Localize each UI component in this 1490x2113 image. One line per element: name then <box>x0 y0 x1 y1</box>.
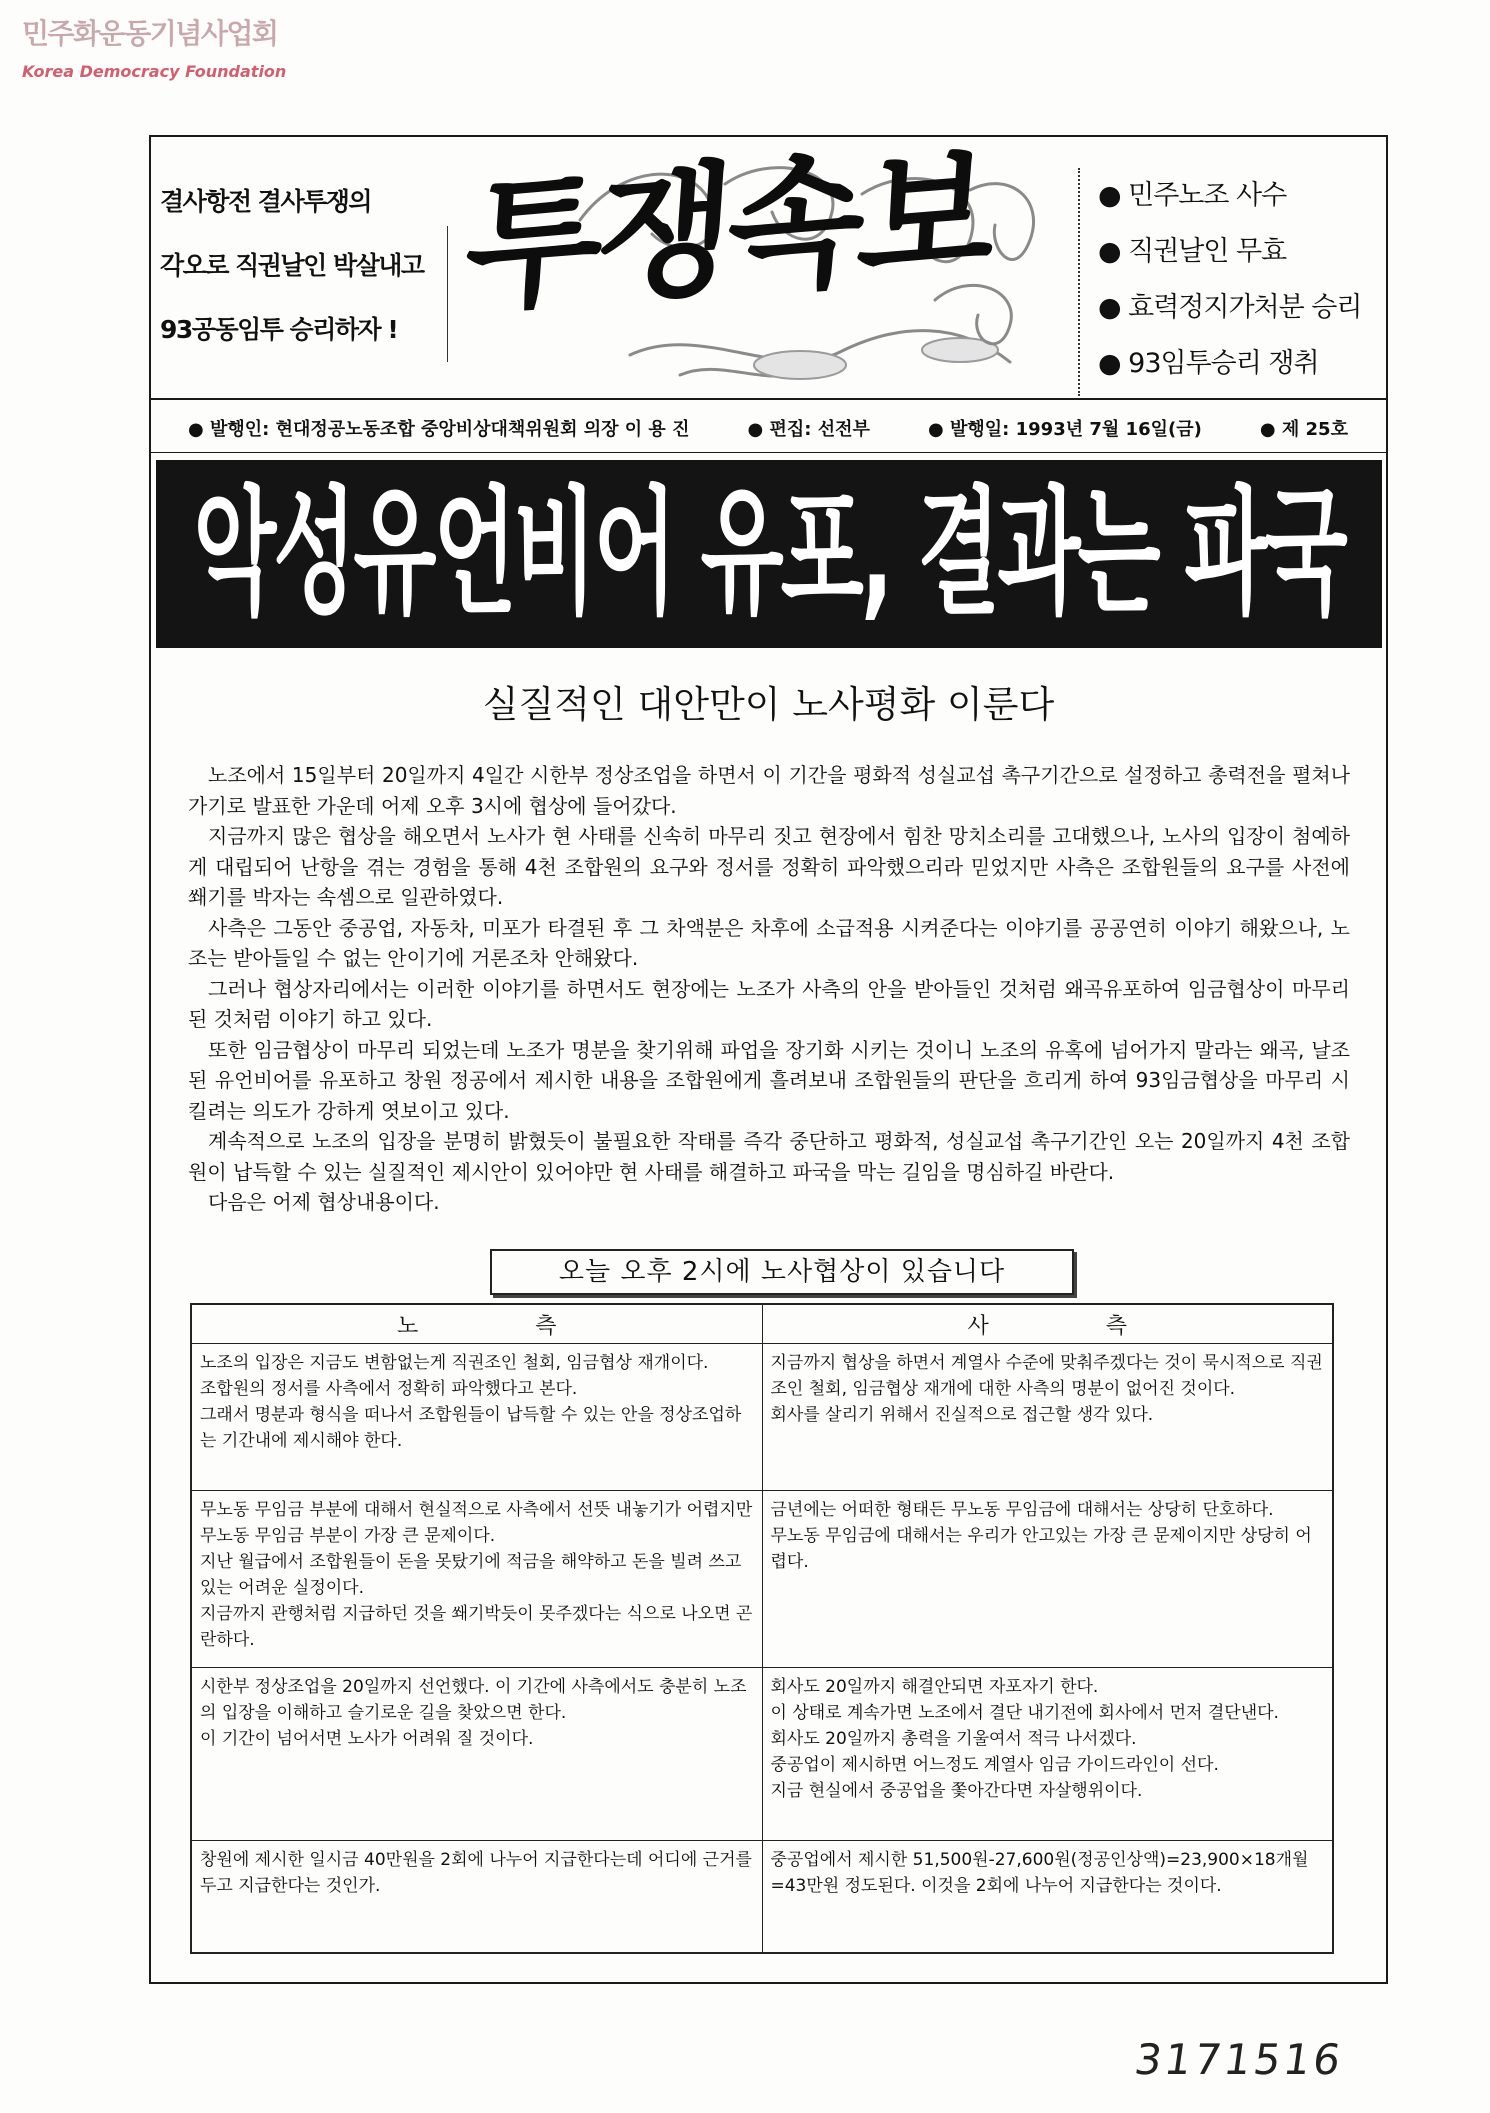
masthead-bullet: ● 민주노조 사수 <box>1098 180 1287 211</box>
cell-line: 무노동 무임금 부분에 대해서 현실적으로 사측에서 선뜻 내놓기가 어렵지만 무노동 무임금 부분이 가장 큰 문제이다. <box>200 1500 753 1546</box>
cell-line: 중공업이 제시하면 어느정도 계열사 임금 가이드라인이 선다. <box>770 1755 1219 1775</box>
cell-line: 시한부 정상조업을 20일까지 선언했다. 이 기간에 사측에서도 충분히 노조의 입장을 이해하고 슬기로운 길을 찾았으면 한다. <box>200 1677 747 1723</box>
cell-line: 지금까지 관행처럼 지급하던 것을 쐐기박듯이 못주겠다는 식으로 나오면 곤란하다. <box>200 1604 753 1650</box>
article-paragraph: 노조에서 15일부터 20일까지 4일간 시한부 정상조업을 하면서 이 기간을 평화적 성실교섭 촉구기간으로 설정하고 총력전을 펼쳐나가기로 발표한 가운데 어제 오후 3시에 협상에 들어갔다. <box>188 763 1350 818</box>
masthead-bullet-list <box>1098 168 1361 392</box>
masthead-bullet: ● 효력정지가처분 승리 <box>1098 292 1362 323</box>
newsletter-title: 투쟁속보 <box>460 128 996 332</box>
imprint-issue: ● 제 25호 <box>1259 419 1348 440</box>
cell-line: 회사를 살리기 위해서 진실적으로 접근할 생각 있다. <box>770 1405 1154 1425</box>
cell-line: 창원에 제시한 일시금 40만원을 2회에 나누어 지급한다는데 어디에 근거를 두고 지급한다는 것인가. <box>200 1850 752 1896</box>
table-row <box>191 1841 1333 1954</box>
watermark-korean: 민주화운동기념사업회 <box>22 17 278 50</box>
article-paragraph: 다음은 어제 협상내용이다. <box>208 1190 440 1214</box>
cell-line: 지금 현실에서 중공업을 쫓아간다면 자살행위이다. <box>770 1781 1143 1801</box>
table-row <box>191 1668 1333 1841</box>
slogan-line: 결사항전 결사투쟁의 <box>160 187 372 216</box>
column-header-company: 사 측 <box>762 1304 1333 1344</box>
cell-line: 무노동 무임금에 대해서는 우리가 안고있는 가장 큰 문제이지만 상당히 어렵다. <box>770 1526 1312 1572</box>
cell-line: 노조의 입장은 지금도 변함없는게 직권조인 철회, 임금협상 재개이다. <box>200 1353 709 1373</box>
cell-line: 지금까지 협상을 하면서 계열사 수준에 맞춰주겠다는 것이 묵시적으로 직권조인 철회, 임금협상 재개에 대한 사측의 명분이 없어진 것이다. <box>770 1353 1323 1399</box>
company-cell <box>762 1668 1333 1841</box>
union-cell <box>191 1841 762 1954</box>
imprint-date: ● 발행일: 1993년 7월 16일(금) <box>928 419 1202 440</box>
cell-line: 회사도 20일까지 총력을 기울여서 적극 나서겠다. <box>770 1729 1137 1749</box>
article-paragraph: 그러나 협상자리에서는 이러한 이야기를 하면서도 현장에는 노조가 사측의 안을 받아들인 것처럼 왜곡유포하여 임금협상이 마무리 된 것처럼 이야기 하고 있다. <box>188 976 1350 1031</box>
union-cell <box>191 1491 762 1668</box>
masthead-rule <box>149 398 1388 400</box>
cell-line: 이 기간이 넘어서면 노사가 어려워 질 것이다. <box>200 1729 534 1749</box>
union-cell <box>191 1344 762 1491</box>
archive-number: 3171516 <box>1131 2035 1347 2084</box>
imprint-line <box>188 408 1348 448</box>
slogan-divider <box>447 226 448 362</box>
column-header-union: 노 측 <box>191 1304 762 1344</box>
article-body <box>188 760 1350 1218</box>
imprint-editor: ● 편집: 선전부 <box>747 419 870 440</box>
cell-line: 중공업에서 제시한 51,500원-27,600원(정공인상액)=23,900×18개월=43만원 정도된다. 이것을 2회에 나누어 지급한다는 것이다. <box>770 1850 1309 1896</box>
negotiation-table <box>190 1303 1334 1954</box>
masthead-divider <box>1078 168 1080 396</box>
article-paragraph: 또한 임금협상이 마무리 되었는데 노조가 명분을 찾기위해 파업을 장기화 시키는 것이니 노조의 유혹에 넘어가지 말라는 왜곡, 날조된 유언비어를 유포하고 창원 정공에서 제시한 내용을 조합원에게 흘려보내 조합원들의 판단을 흐리게 하여 93임금협상을 마무리 시킬려는 의도가 강하게 엿보이고 있다. <box>188 1037 1350 1123</box>
watermark-english: Korea Democracy Foundation <box>22 62 287 81</box>
slogan-line: 93공동임투 승리하자 ! <box>160 315 398 344</box>
cell-line: 회사도 20일까지 해결안되면 자포자기 한다. <box>770 1677 1099 1697</box>
masthead-slogan <box>160 170 444 362</box>
subheadline: 실질적인 대안만이 노사평화 이룬다 <box>482 683 1055 726</box>
negotiation-notice: 오늘 오후 2시에 노사협상이 있습니다 <box>490 1249 1074 1295</box>
imprint-publisher: ● 발행인: 현대정공노동조합 중앙비상대책위원회 의장 이 용 진 <box>188 419 690 440</box>
cell-line: 금년에는 어떠한 형태든 무노동 무임금에 대해서는 상당히 단호하다. <box>770 1500 1274 1520</box>
cloud-shape <box>754 351 846 379</box>
headline: 악성유언비어 유포, 결과는 파국 <box>193 474 1345 634</box>
table-header-row <box>191 1304 1333 1344</box>
table-row <box>191 1491 1333 1668</box>
cell-line: 이 상태로 계속가면 노조에서 결단 내기전에 회사에서 먼저 결단낸다. <box>770 1703 1279 1723</box>
headline-banner <box>156 460 1382 648</box>
cell-line: 조합원의 정서를 사측에서 정확히 파악했다고 본다. <box>200 1379 578 1399</box>
union-cell <box>191 1668 762 1841</box>
article-paragraph: 계속적으로 노조의 입장을 분명히 밝혔듯이 불필요한 작태를 즉각 중단하고 평화적, 성실교섭 촉구기간인 오는 20일까지 4천 조합원이 납득할 수 있는 실질적인 제시안이 있어야만 현 사태를 해결하고 파국을 막는 길임을 명심하길 바란다. <box>188 1129 1350 1184</box>
table-row <box>191 1344 1333 1491</box>
cell-line: 지난 월급에서 조합원들이 돈을 못탔기에 적금을 해약하고 돈을 빌려 쓰고 있는 어려운 실정이다. <box>200 1552 742 1598</box>
masthead-bullet: ● 직권날인 무효 <box>1098 236 1287 267</box>
article-paragraph: 지금까지 많은 협상을 해오면서 노사가 현 사태를 신속히 마무리 짓고 현장에서 힘찬 망치소리를 고대했으나, 노사의 입장이 첨예하게 대립되어 난항을 겪는 경험을 통해 4천 조합원의 요구와 정서를 정확히 파악했으리라 믿었지만 사측은 조합원들의 요구를 사전에 쐐기를 박자는 속셈으로 일관하였다. <box>188 824 1350 909</box>
cell-line: 그래서 명분과 형식을 떠나서 조합원들이 납득할 수 있는 안을 정상조업하는 기간내에 제시해야 한다. <box>200 1405 742 1451</box>
article-paragraph: 사측은 그동안 중공업, 자동차, 미포가 타결된 후 그 차액분은 차후에 소급적용 시켜준다는 이야기를 공공연히 이야기 해왔으나, 노조는 받아들일 수 없는 안이기에 거론조차 안해왔다. <box>188 915 1350 970</box>
slogan-line: 각오로 직권날인 박살내고 <box>160 251 424 280</box>
company-cell <box>762 1491 1333 1668</box>
masthead-bullet: ● 93임투승리 쟁취 <box>1098 348 1319 379</box>
company-cell <box>762 1841 1333 1954</box>
imprint-rule <box>149 452 1388 453</box>
company-cell <box>762 1344 1333 1491</box>
